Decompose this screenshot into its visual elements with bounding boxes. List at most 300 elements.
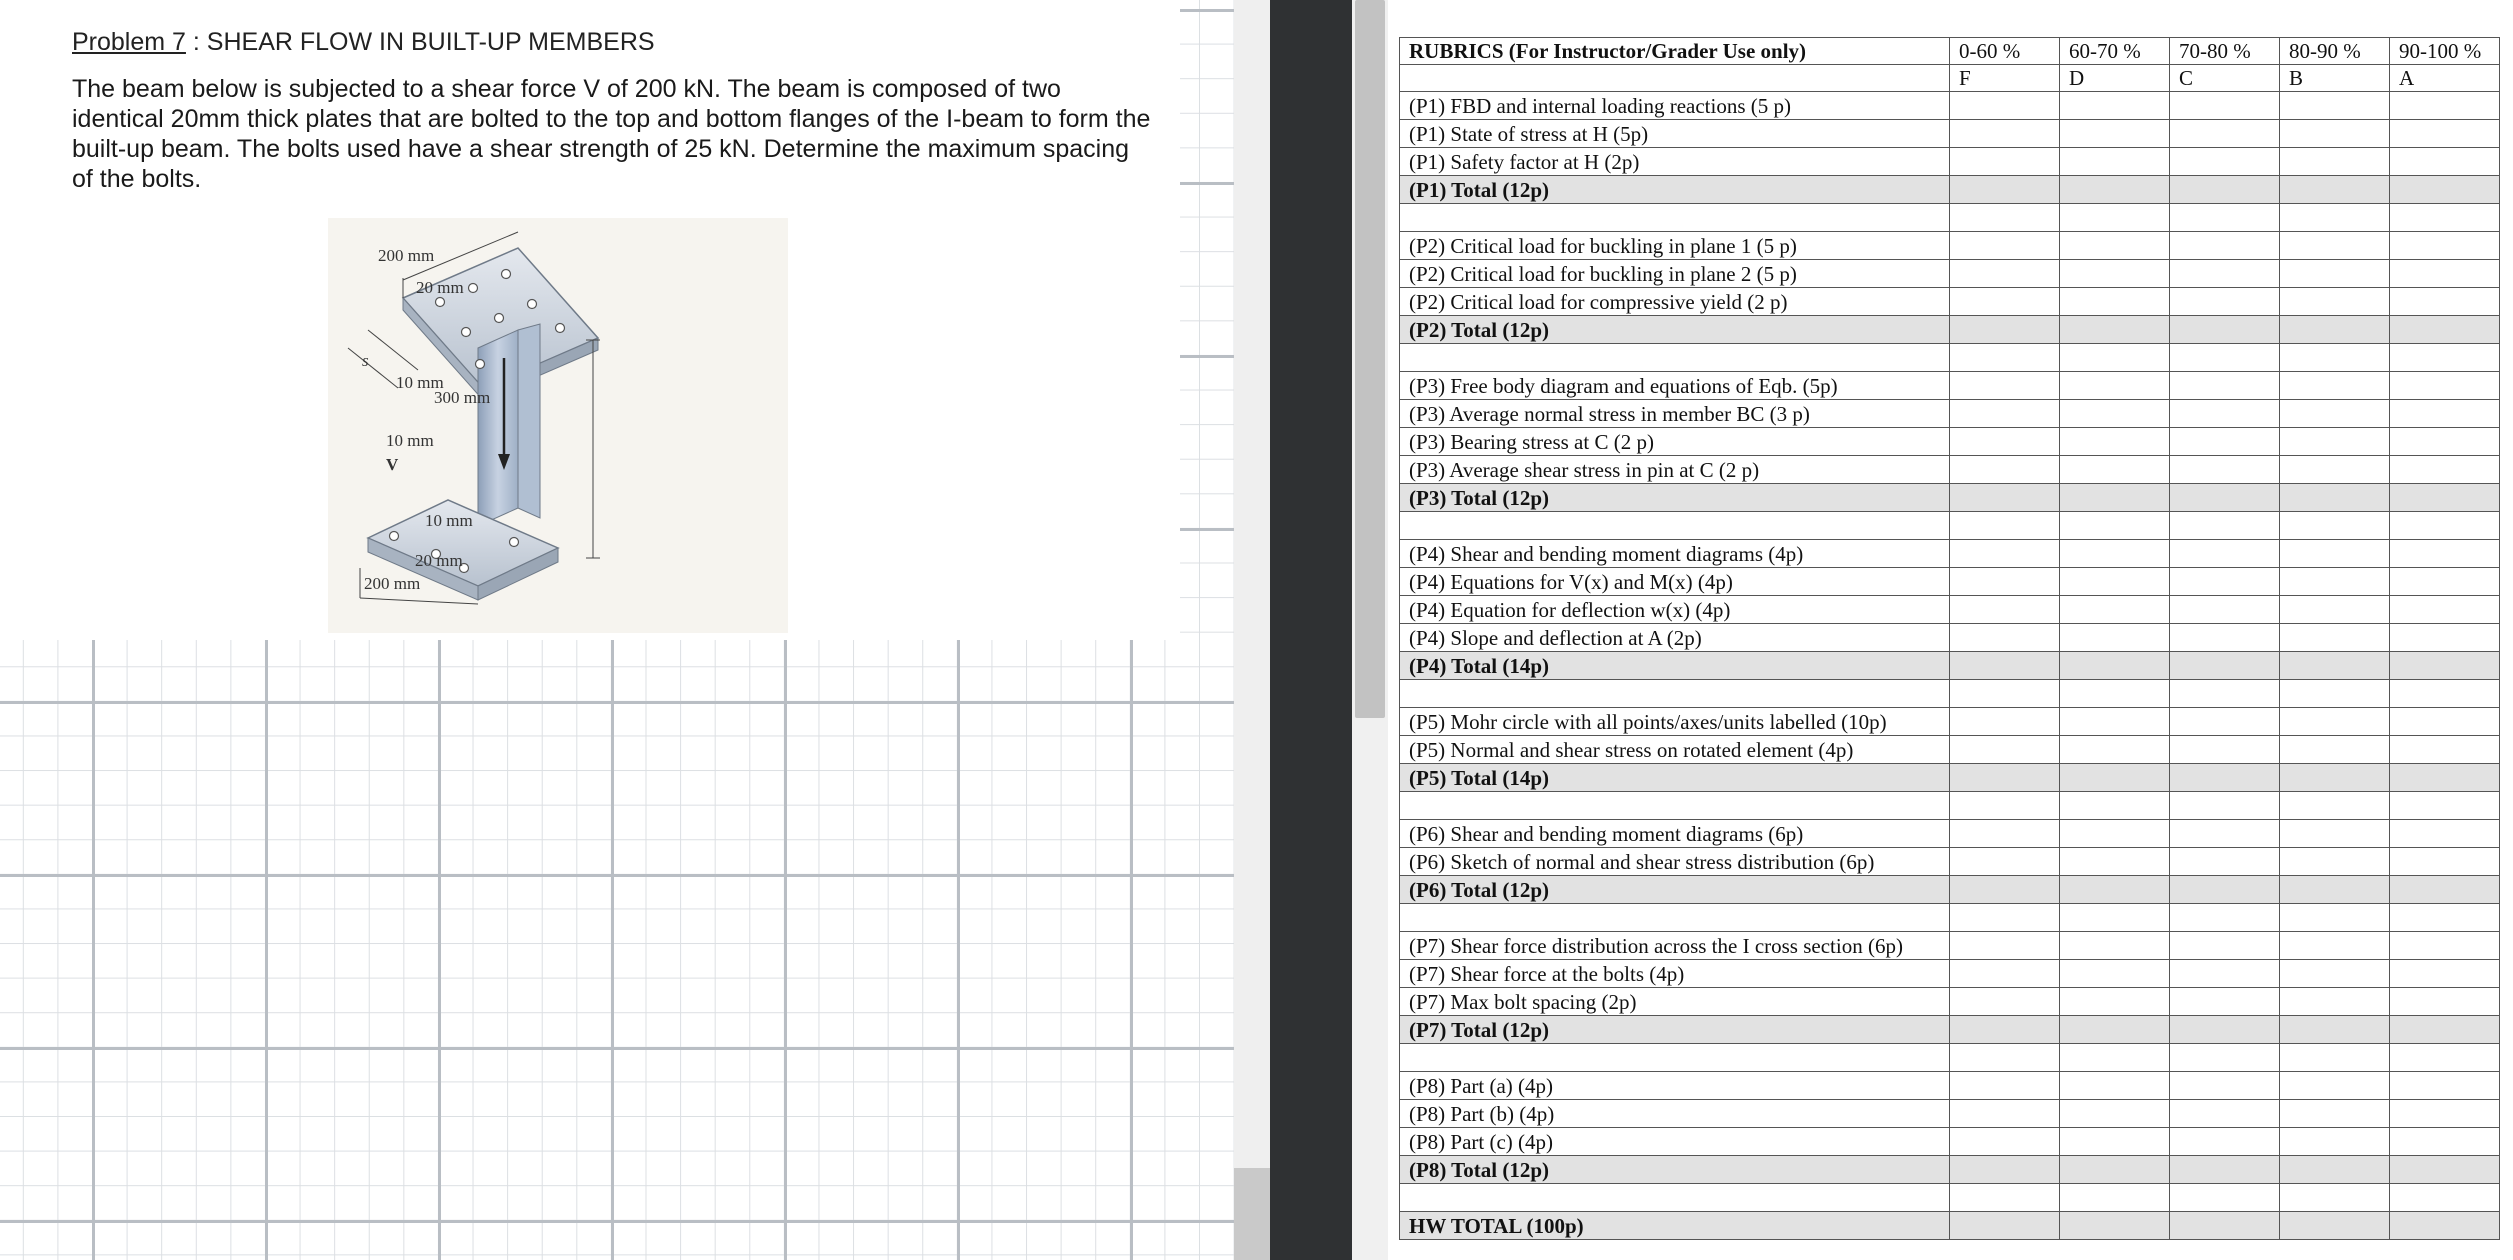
grade-cell[interactable] — [2060, 596, 2170, 624]
dim-top-flange: 10 mm — [396, 373, 444, 392]
grade-cell[interactable] — [1950, 596, 2060, 624]
grade-cell[interactable] — [2390, 176, 2500, 204]
rubric-criterion-label: (P4) Equations for V(x) and M(x) (4p) — [1400, 568, 1950, 596]
grade-cell[interactable] — [2060, 372, 2170, 400]
grade-cell[interactable] — [2390, 456, 2500, 484]
rubric-criterion-label: (P4) Slope and deflection at A (2p) — [1400, 624, 1950, 652]
rubric-spacer-row — [1400, 792, 2500, 820]
grade-cell[interactable] — [2060, 904, 2170, 932]
grade-cell[interactable] — [2390, 232, 2500, 260]
grade-cell[interactable] — [2390, 400, 2500, 428]
grade-cell[interactable] — [1950, 232, 2060, 260]
notes-pane[interactable] — [0, 0, 1234, 1260]
grade-cell[interactable] — [2060, 848, 2170, 876]
grade-cell[interactable] — [2280, 316, 2390, 344]
rubric-item-row — [1400, 120, 2500, 148]
grade-cell[interactable] — [2060, 1184, 2170, 1212]
grade-cell[interactable] — [1950, 512, 2060, 540]
grade-cell[interactable] — [2390, 1044, 2500, 1072]
grade-cell[interactable] — [2060, 1156, 2170, 1184]
rubric-item-row — [1400, 372, 2500, 400]
grade-cell[interactable] — [2060, 568, 2170, 596]
rubric-criterion-label: (P7) Shear force at the bolts (4p) — [1400, 960, 1950, 988]
right-pane-scroll-thumb[interactable] — [1355, 0, 1385, 718]
built-up-beam-figure — [328, 218, 788, 633]
grade-cell[interactable] — [1950, 456, 2060, 484]
grade-cell[interactable] — [2280, 624, 2390, 652]
grade-cell[interactable] — [1950, 1016, 2060, 1044]
grade-cell[interactable] — [1950, 120, 2060, 148]
rubric-criterion-label: (P2) Critical load for buckling in plane 1 (5 p) — [1400, 232, 1950, 260]
problem-line: identical 20mm thick plates that are bolted to the top and bottom flanges of the I-beam to form the — [72, 105, 1151, 133]
grade-cell[interactable] — [2170, 1072, 2280, 1100]
grade-cell[interactable] — [2170, 316, 2280, 344]
grade-cell[interactable] — [2280, 792, 2390, 820]
grade-cell[interactable] — [2280, 400, 2390, 428]
grade-cell[interactable] — [2390, 344, 2500, 372]
grade-cell[interactable] — [2390, 540, 2500, 568]
grade-cell[interactable] — [2060, 708, 2170, 736]
grade-cell[interactable] — [1950, 652, 2060, 680]
rubric-criterion-label: (P8) Part (b) (4p) — [1400, 1100, 1950, 1128]
grade-cell[interactable] — [2060, 1072, 2170, 1100]
rubric-item-row — [1400, 428, 2500, 456]
grade-cell[interactable] — [2060, 1128, 2170, 1156]
left-pane-scroll-thumb[interactable] — [1234, 1168, 1270, 1260]
rubric-criterion-label: (P1) FBD and internal loading reactions (5 p) — [1400, 92, 1950, 120]
grade-cell[interactable] — [1950, 92, 2060, 120]
grade-cell[interactable] — [2060, 764, 2170, 792]
grade-range-header: 60-70 % — [2060, 38, 2170, 65]
grade-cell[interactable] — [2280, 652, 2390, 680]
rubric-criterion-label — [1400, 204, 1950, 232]
rubric-item-row — [1400, 736, 2500, 764]
grade-cell[interactable] — [2390, 932, 2500, 960]
grade-cell[interactable] — [2280, 1128, 2390, 1156]
rubric-total-row — [1400, 652, 2500, 680]
rubric-item-row — [1400, 988, 2500, 1016]
rubric-criterion-label: (P3) Average normal stress in member BC (3 p) — [1400, 400, 1950, 428]
grade-cell[interactable] — [2060, 540, 2170, 568]
problem-line: of the bolts. — [72, 165, 202, 193]
grade-cell[interactable] — [2170, 120, 2280, 148]
rubric-criterion-label: (P2) Critical load for compressive yield (2 p) — [1400, 288, 1950, 316]
grade-cell[interactable] — [1950, 400, 2060, 428]
grade-cell[interactable] — [2280, 148, 2390, 176]
grade-cell[interactable] — [2280, 904, 2390, 932]
grade-cell[interactable] — [2280, 288, 2390, 316]
dim-height: 300 mm — [434, 388, 491, 407]
grade-cell[interactable] — [2390, 988, 2500, 1016]
rubric-criterion-label: (P3) Bearing stress at C (2 p) — [1400, 428, 1950, 456]
grade-cell[interactable] — [2280, 260, 2390, 288]
grade-cell[interactable] — [1950, 1072, 2060, 1100]
grade-cell[interactable] — [2170, 568, 2280, 596]
grade-cell[interactable] — [1950, 820, 2060, 848]
grade-cell[interactable] — [2390, 512, 2500, 540]
grade-cell[interactable] — [2390, 820, 2500, 848]
grade-cell[interactable] — [2170, 876, 2280, 904]
grade-cell[interactable] — [2390, 372, 2500, 400]
grade-cell[interactable] — [2280, 680, 2390, 708]
grade-cell[interactable] — [2170, 1100, 2280, 1128]
grade-cell[interactable] — [2280, 1016, 2390, 1044]
rubric-criterion-label: (P3) Average shear stress in pin at C (2 p) — [1400, 456, 1950, 484]
grade-cell[interactable] — [1950, 176, 2060, 204]
grade-cell[interactable] — [2170, 484, 2280, 512]
grade-cell[interactable] — [2280, 1044, 2390, 1072]
rubric-spacer-row — [1400, 1044, 2500, 1072]
dim-top-width: 200 mm — [378, 246, 435, 265]
rubric-criterion-label: (P1) State of stress at H (5p) — [1400, 120, 1950, 148]
rubric-total-row — [1400, 176, 2500, 204]
rubric-spacer-row — [1400, 512, 2500, 540]
grade-cell[interactable] — [2060, 484, 2170, 512]
grade-cell[interactable] — [2170, 260, 2280, 288]
rubric-spacer-row — [1400, 204, 2500, 232]
grade-cell[interactable] — [1950, 624, 2060, 652]
grade-cell[interactable] — [2060, 316, 2170, 344]
grade-cell[interactable] — [2060, 960, 2170, 988]
grade-cell[interactable] — [1950, 288, 2060, 316]
grade-cell[interactable] — [1950, 876, 2060, 904]
grade-cell[interactable] — [2390, 736, 2500, 764]
grade-cell[interactable] — [2390, 792, 2500, 820]
grade-cell[interactable] — [2280, 820, 2390, 848]
grade-cell[interactable] — [2390, 428, 2500, 456]
grade-cell[interactable] — [2280, 540, 2390, 568]
rubric-letter-row — [1400, 65, 2500, 92]
grade-cell[interactable] — [2060, 176, 2170, 204]
grade-cell[interactable] — [1950, 484, 2060, 512]
grade-cell[interactable] — [2170, 652, 2280, 680]
grade-cell[interactable] — [2280, 932, 2390, 960]
grade-cell[interactable] — [2390, 1184, 2500, 1212]
grade-cell[interactable] — [1950, 736, 2060, 764]
grade-cell[interactable] — [2280, 764, 2390, 792]
rubric-criterion-label — [1400, 1044, 1950, 1072]
rubric-item-row — [1400, 288, 2500, 316]
grade-cell[interactable] — [1950, 708, 2060, 736]
rubric-item-row — [1400, 932, 2500, 960]
grade-cell[interactable] — [1950, 904, 2060, 932]
grade-cell[interactable] — [2390, 848, 2500, 876]
grade-cell[interactable] — [2170, 92, 2280, 120]
grade-cell[interactable] — [2170, 1156, 2280, 1184]
grade-cell[interactable] — [2170, 764, 2280, 792]
grade-cell[interactable] — [2390, 960, 2500, 988]
grade-cell[interactable] — [2060, 652, 2170, 680]
rubric-criterion-label: (P5) Mohr circle with all points/axes/units labelled (10p) — [1400, 708, 1950, 736]
grade-cell[interactable] — [2280, 848, 2390, 876]
grade-cell[interactable] — [2060, 92, 2170, 120]
grade-cell[interactable] — [2170, 708, 2280, 736]
grade-cell[interactable] — [2170, 456, 2280, 484]
rubric-total-row — [1400, 876, 2500, 904]
grade-cell[interactable] — [2170, 820, 2280, 848]
grade-cell[interactable] — [2280, 456, 2390, 484]
grade-cell[interactable] — [2280, 708, 2390, 736]
grade-letter: F — [1950, 65, 2060, 92]
rubric-item-row — [1400, 960, 2500, 988]
grade-cell[interactable] — [2390, 904, 2500, 932]
grade-cell[interactable] — [2390, 624, 2500, 652]
grade-cell[interactable] — [2390, 1016, 2500, 1044]
rubric-grand-total-row — [1400, 1212, 2500, 1240]
grade-cell[interactable] — [2060, 344, 2170, 372]
grade-cell[interactable] — [2170, 932, 2280, 960]
grade-cell[interactable] — [2280, 372, 2390, 400]
spacing-label: s — [362, 351, 369, 370]
grade-cell[interactable] — [2170, 428, 2280, 456]
grade-cell[interactable] — [2390, 204, 2500, 232]
rubric-item-row — [1400, 260, 2500, 288]
grade-cell[interactable] — [2060, 204, 2170, 232]
rubric-total-row — [1400, 1156, 2500, 1184]
grade-cell[interactable] — [1950, 932, 2060, 960]
grade-cell[interactable] — [2280, 568, 2390, 596]
split-view-divider[interactable] — [1270, 0, 1352, 1260]
grade-cell[interactable] — [2280, 428, 2390, 456]
grade-cell[interactable] — [2170, 232, 2280, 260]
rubric-document-pane[interactable] — [1388, 0, 2513, 1260]
grade-cell[interactable] — [1950, 428, 2060, 456]
grade-cell[interactable] — [2170, 904, 2280, 932]
rubric-table — [1399, 37, 2500, 1240]
grade-cell[interactable] — [2390, 1100, 2500, 1128]
grade-cell[interactable] — [1950, 680, 2060, 708]
grade-range-header: 0-60 % — [1950, 38, 2060, 65]
grade-cell[interactable] — [2170, 176, 2280, 204]
grade-cell[interactable] — [2390, 652, 2500, 680]
grade-cell[interactable] — [2170, 148, 2280, 176]
grade-cell[interactable] — [1950, 792, 2060, 820]
rubric-header-row — [1400, 38, 2500, 65]
grade-cell[interactable] — [2170, 288, 2280, 316]
rubric-criterion-label: (P5) Normal and shear stress on rotated element (4p) — [1400, 736, 1950, 764]
rubric-criterion-label: (P1) Safety factor at H (2p) — [1400, 148, 1950, 176]
grade-cell[interactable] — [2060, 1212, 2170, 1240]
grade-cell[interactable] — [1950, 1128, 2060, 1156]
problem-title-text: : SHEAR FLOW IN BUILT-UP MEMBERS — [185, 28, 655, 56]
rubric-item-row — [1400, 1128, 2500, 1156]
rubric-criterion-label: (P5) Total (14p) — [1400, 764, 1950, 792]
grade-cell[interactable] — [2280, 1212, 2390, 1240]
grade-cell[interactable] — [2170, 540, 2280, 568]
grade-cell[interactable] — [2390, 260, 2500, 288]
grade-cell[interactable] — [2060, 988, 2170, 1016]
rubric-criterion-label: (P6) Sketch of normal and shear stress distribution (6p) — [1400, 848, 1950, 876]
grade-cell[interactable] — [1950, 1100, 2060, 1128]
grade-letter: A — [2390, 65, 2500, 92]
grade-cell[interactable] — [2170, 596, 2280, 624]
left-pane-scrollbar[interactable] — [1234, 0, 1270, 1260]
grade-cell[interactable] — [2280, 1072, 2390, 1100]
grade-cell[interactable] — [2390, 568, 2500, 596]
grade-cell[interactable] — [2170, 988, 2280, 1016]
rubric-criterion-label: (P4) Equation for deflection w(x) (4p) — [1400, 596, 1950, 624]
grade-cell[interactable] — [2280, 1184, 2390, 1212]
grade-cell[interactable] — [2060, 624, 2170, 652]
grade-cell[interactable] — [2280, 120, 2390, 148]
grade-cell[interactable] — [2060, 512, 2170, 540]
grade-cell[interactable] — [1950, 568, 2060, 596]
grade-cell[interactable] — [2170, 1212, 2280, 1240]
grade-cell[interactable] — [2060, 820, 2170, 848]
grade-cell[interactable] — [2280, 1156, 2390, 1184]
web — [478, 330, 518, 526]
rubric-item-row — [1400, 624, 2500, 652]
grade-cell[interactable] — [2280, 736, 2390, 764]
grade-cell[interactable] — [2280, 596, 2390, 624]
grade-cell[interactable] — [1950, 344, 2060, 372]
grade-cell[interactable] — [2060, 876, 2170, 904]
rubric-criterion-label: HW TOTAL (100p) — [1400, 1212, 1950, 1240]
grade-cell[interactable] — [1950, 540, 2060, 568]
grade-cell[interactable] — [2280, 344, 2390, 372]
rubric-total-row — [1400, 316, 2500, 344]
grade-cell[interactable] — [2170, 1184, 2280, 1212]
rubric-item-row — [1400, 1100, 2500, 1128]
grade-cell[interactable] — [2060, 428, 2170, 456]
grade-cell[interactable] — [1950, 988, 2060, 1016]
grade-letter: D — [2060, 65, 2170, 92]
grade-cell[interactable] — [1950, 204, 2060, 232]
rubric-item-row — [1400, 1072, 2500, 1100]
dim-web: 10 mm — [386, 431, 434, 450]
grade-cell[interactable] — [1950, 372, 2060, 400]
grade-cell[interactable] — [1950, 1184, 2060, 1212]
grade-cell[interactable] — [2170, 1044, 2280, 1072]
grade-cell[interactable] — [2280, 232, 2390, 260]
grade-cell[interactable] — [2170, 1016, 2280, 1044]
rubric-spacer-row — [1400, 344, 2500, 372]
grade-cell[interactable] — [2390, 148, 2500, 176]
grade-cell[interactable] — [2060, 288, 2170, 316]
grade-cell[interactable] — [2170, 792, 2280, 820]
grade-cell[interactable] — [2390, 288, 2500, 316]
grade-cell[interactable] — [2390, 708, 2500, 736]
problem-number: Problem 7 — [72, 28, 186, 56]
grade-cell[interactable] — [1950, 764, 2060, 792]
grade-cell[interactable] — [2170, 400, 2280, 428]
rubric-criterion-label: (P2) Total (12p) — [1400, 316, 1950, 344]
grade-range-header: 90-100 % — [2390, 38, 2500, 65]
grade-letter: B — [2280, 65, 2390, 92]
grade-cell[interactable] — [2060, 232, 2170, 260]
grade-cell[interactable] — [2060, 120, 2170, 148]
grade-cell[interactable] — [2390, 876, 2500, 904]
grade-cell[interactable] — [2280, 484, 2390, 512]
grade-cell[interactable] — [2390, 680, 2500, 708]
grade-cell[interactable] — [2170, 1128, 2280, 1156]
grade-cell[interactable] — [1950, 1156, 2060, 1184]
grade-cell[interactable] — [2060, 792, 2170, 820]
dim-bottom-plate: 20 mm — [415, 551, 463, 570]
grade-cell[interactable] — [2390, 120, 2500, 148]
rubric-criterion-label — [1400, 512, 1950, 540]
grade-cell[interactable] — [1950, 960, 2060, 988]
grade-cell[interactable] — [2170, 960, 2280, 988]
grade-cell[interactable] — [2280, 876, 2390, 904]
grade-cell[interactable] — [2280, 512, 2390, 540]
grade-cell[interactable] — [2170, 848, 2280, 876]
rubric-criterion-label: (P4) Total (14p) — [1400, 652, 1950, 680]
rubric-item-row — [1400, 540, 2500, 568]
rubric-criterion-label — [1400, 1184, 1950, 1212]
grade-cell[interactable] — [2060, 932, 2170, 960]
rubric-criterion-label: (P7) Shear force distribution across the I cross section (6p) — [1400, 932, 1950, 960]
rubric-spacer-row — [1400, 904, 2500, 932]
grade-cell[interactable] — [1950, 848, 2060, 876]
grade-cell[interactable] — [2170, 372, 2280, 400]
grade-cell[interactable] — [1950, 260, 2060, 288]
grade-cell[interactable] — [2060, 148, 2170, 176]
grade-cell[interactable] — [2280, 176, 2390, 204]
grade-cell[interactable] — [2170, 736, 2280, 764]
grade-cell[interactable] — [2280, 204, 2390, 232]
grade-cell[interactable] — [2060, 1044, 2170, 1072]
grade-cell[interactable] — [2170, 624, 2280, 652]
rubric-item-row — [1400, 820, 2500, 848]
grade-cell[interactable] — [2060, 680, 2170, 708]
grade-cell[interactable] — [2280, 960, 2390, 988]
grade-cell[interactable] — [2280, 1100, 2390, 1128]
grade-cell[interactable] — [1950, 316, 2060, 344]
grade-cell[interactable] — [2390, 1212, 2500, 1240]
rubric-criterion-label: (P6) Shear and bending moment diagrams (6p) — [1400, 820, 1950, 848]
grade-cell[interactable] — [1950, 148, 2060, 176]
beam-drawing — [328, 218, 788, 633]
grade-cell[interactable] — [2060, 456, 2170, 484]
grade-cell[interactable] — [2060, 1100, 2170, 1128]
problem-statement — [72, 74, 1172, 194]
grade-cell[interactable] — [2060, 736, 2170, 764]
rubric-total-row — [1400, 484, 2500, 512]
problem-title — [72, 28, 655, 57]
grade-cell[interactable] — [2280, 988, 2390, 1016]
rubric-criterion-label: (P1) Total (12p) — [1400, 176, 1950, 204]
grade-cell[interactable] — [2170, 512, 2280, 540]
grade-cell[interactable] — [2390, 596, 2500, 624]
grade-cell[interactable] — [2390, 764, 2500, 792]
grade-cell[interactable] — [2390, 484, 2500, 512]
grade-cell[interactable] — [2060, 400, 2170, 428]
grade-cell[interactable] — [1950, 1044, 2060, 1072]
rubric-item-row — [1400, 400, 2500, 428]
grade-cell[interactable] — [2280, 92, 2390, 120]
grade-cell[interactable] — [2390, 1072, 2500, 1100]
grade-cell[interactable] — [2390, 1128, 2500, 1156]
grade-cell[interactable] — [2390, 1156, 2500, 1184]
dim-bottom-width: 200 mm — [364, 574, 421, 593]
grade-cell[interactable] — [2170, 204, 2280, 232]
rubric-criterion-label: (P7) Max bolt spacing (2p) — [1400, 988, 1950, 1016]
rubric-criterion-label: (P3) Total (12p) — [1400, 484, 1950, 512]
grade-cell[interactable] — [2060, 1016, 2170, 1044]
rubric-item-row — [1400, 456, 2500, 484]
grade-cell[interactable] — [2170, 344, 2280, 372]
grade-cell[interactable] — [2390, 316, 2500, 344]
grade-cell[interactable] — [1950, 1212, 2060, 1240]
rubric-item-row — [1400, 708, 2500, 736]
grade-cell[interactable] — [2390, 92, 2500, 120]
rubric-criterion-label: (P8) Part (c) (4p) — [1400, 1128, 1950, 1156]
grade-cell[interactable] — [2060, 260, 2170, 288]
rubric-total-row — [1400, 764, 2500, 792]
grade-cell[interactable] — [2170, 680, 2280, 708]
rubric-item-row — [1400, 568, 2500, 596]
